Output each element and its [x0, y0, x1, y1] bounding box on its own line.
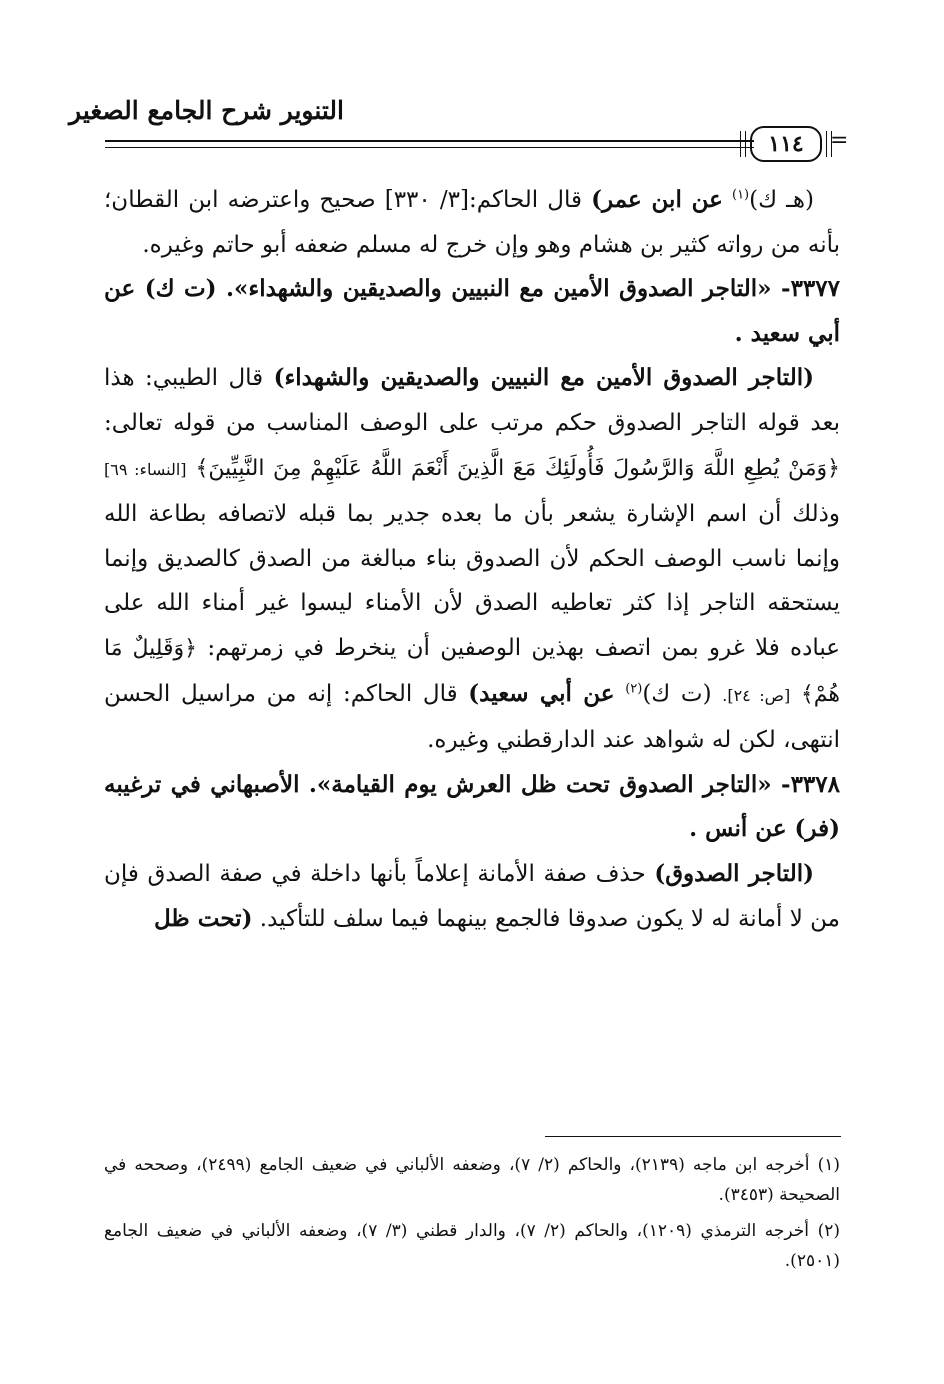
page-number: ١١٤	[768, 131, 804, 157]
hadith-phrase-2: (تحت ظل	[154, 904, 253, 932]
hadith-phrase: (التاجر الصدوق الأمين مع النبيين والصديقين والشهداء)	[273, 364, 814, 392]
footnote-separator	[545, 1136, 841, 1137]
commentary-text-2: وذلك أن اسم الإشارة يشعر بأن ما بعده جدير بما قبله لاتصافه بطاعة الله وإنما ناسب الوصف الحكم لأن الصدوق بناء مبالغة من الصدق كالصديق وإنما يستحقه التاجر إذا كثر تعاطيه الصدق لأن الأمناء ليسوا غير أمناء الله على عباده فلا غرو بمن اتصف بهذين الوصفين أن ينخرط في زمرتهم:	[104, 501, 840, 661]
hadith-phrase: (التاجر الصدوق)	[654, 859, 814, 887]
commentary-text: قال الحاكم:[٣/ ٣٣٠] صحيح واعترضه ابن القطان؛ بأنه من رواته كثير بن هشام وهو وإن خرج له مسلم ضعفه أبو حاتم وغيره.	[104, 187, 840, 258]
narrator: عن ابن عمر)	[591, 186, 723, 213]
header-rule-thick	[105, 140, 754, 142]
paragraph-hadith-3378-commentary	[104, 852, 840, 941]
header-ornament: =	[830, 128, 849, 153]
verse-reference-2: [ص: ٢٤].	[722, 685, 791, 705]
page-number-box	[750, 126, 822, 162]
footnote-marker-1: (١)	[731, 187, 750, 203]
running-header-title: التنوير شرح الجامع الصغير	[69, 96, 344, 125]
quran-verse-2: ﴿وَقَلِيلٌ مَا هُمْ﴾	[104, 635, 841, 707]
footnote-marker-2: (٢)	[625, 680, 643, 696]
commentary-text-3: قال الحاكم: إنه من مراسيل الحسن انتهى، لكن له شواهد عند الدارقطني وغيره.	[104, 680, 840, 754]
source-code: (ت ك)	[642, 680, 712, 707]
verse-reference-1: [النساء: ٦٩]	[104, 459, 187, 479]
footnotes	[104, 1150, 840, 1282]
commentary-text: قال الطيبي: هذا بعد قوله التاجر الصدوق حكم مرتب على الوصف المناسب من قوله تعالى:	[104, 365, 840, 436]
quran-verse-1: ﴿وَمَنْ يُطِعِ اللَّهَ وَالرَّسُولَ فَأُولَئِكَ مَعَ الَّذِينَ أَنْعَمَ اللَّهُ عَلَيْهِمْ مِنَ النَّبِيِّينَ﴾	[195, 455, 841, 481]
paragraph-hadith-3377-commentary	[104, 356, 840, 762]
header-rule-thin	[105, 147, 754, 148]
hadith-3378: ٣٣٧٨- «التاجر الصدوق تحت ظل العرش يوم القيامة». الأصبهاني في ترغيبه (فر) عن أنس .	[104, 770, 840, 843]
commentary-text: حذف صفة الأمانة إعلاماً بأنها داخلة في صفة الصدق فإن من لا أمانة له لا يكون صدوقا فالجمع بينهما فيما سلف للتأكيد.	[104, 860, 840, 932]
narrator: عن أبي سعيد)	[468, 679, 615, 707]
hadith-3377: ٣٣٧٧- «التاجر الصدوق الأمين مع النبيين والصديقين والشهداء». (ت ك) عن أبي سعيد .	[104, 275, 840, 347]
main-text	[104, 178, 840, 941]
paragraph-hadith-3376-commentary	[104, 178, 840, 267]
footnote-1: (١) أخرجه ابن ماجه (٢١٣٩)، والحاكم (٢/ ٧)، وضعفه الألباني في ضعيف الجامع (٢٤٩٩)، وصححه في الصحيحة (٣٤٥٣).	[104, 1155, 840, 1205]
source-code: (هـ ك)	[749, 187, 815, 213]
footnote-2: (٢) أخرجه الترمذي (١٢٠٩)، والحاكم (٢/ ٧)، والدار قطني (٣/ ٧)، وضعفه الألباني في ضعيف الجامع (٢٥٠١).	[104, 1221, 840, 1271]
